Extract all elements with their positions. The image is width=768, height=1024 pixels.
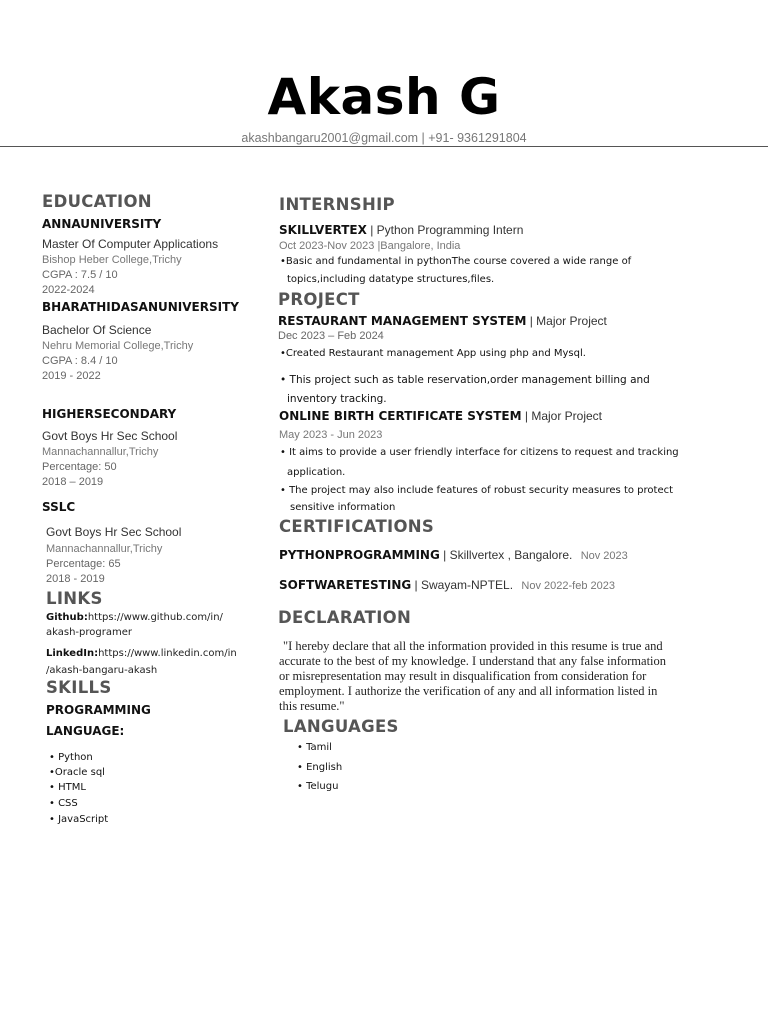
project-1-bullet-2: • This project such as table reservation,order management billing and — [280, 374, 650, 386]
ug-degree: Bachelor Of Science — [42, 323, 152, 337]
pg-institution: ANNAUNIVERSITY — [42, 217, 162, 231]
skills-language: LANGUAGE: — [46, 724, 125, 738]
hsc-years: 2018 – 2019 — [42, 476, 104, 488]
project-2-name: ONLINE BIRTH CERTIFICATE SYSTEM — [279, 409, 522, 423]
sslc-years: 2018 - 2019 — [46, 573, 105, 585]
skill-item: • JavaScript — [49, 814, 109, 825]
sslc-heading: SSLC — [42, 500, 76, 514]
project-1-name: RESTAURANT MANAGEMENT SYSTEM — [278, 314, 527, 328]
linkedin-url-cont[interactable]: /akash-bangaru-akash — [46, 665, 158, 676]
project-1-date: Dec 2023 – Feb 2024 — [278, 330, 384, 342]
skill-item: • CSS — [49, 798, 78, 809]
pg-degree: Master Of Computer Applications — [42, 237, 219, 251]
ug-college: Nehru Memorial College,Trichy — [42, 340, 194, 352]
declaration-heading: DECLARATION — [278, 608, 412, 627]
hsc-heading: HIGHERSECONDARY — [42, 407, 177, 421]
project-2-bullet-1-cont: application. — [287, 467, 346, 478]
language-item: • Telugu — [297, 781, 339, 792]
github-url-cont[interactable]: akash-programer — [46, 627, 132, 638]
declaration-line-5: this resume." — [279, 699, 345, 713]
project-2-tag: | Major Project — [521, 409, 603, 423]
internship-desc-1: •Basic and fundamental in pythonThe course covered a wide range of — [280, 256, 632, 267]
declaration-line-2: accurate to the best of my knowledge. I understand that any false information — [279, 654, 667, 668]
project-2-bullet-2: • The project may also include features of robust security measures to protect — [280, 485, 674, 496]
skills-programming: PROGRAMMING — [46, 703, 151, 717]
ug-years: 2019 - 2022 — [42, 370, 101, 382]
cert-2 — [279, 578, 615, 592]
internship-role: | Python Programming Intern — [366, 223, 524, 237]
sslc-school: Govt Boys Hr Sec School — [46, 525, 182, 539]
internship-heading: INTERNSHIP — [279, 195, 395, 214]
hsc-school: Govt Boys Hr Sec School — [42, 429, 178, 443]
contact-line: akashbangaru2001@gmail.com | +91- 9361291804 — [241, 131, 527, 145]
cert-1-date: Nov 2023 — [580, 550, 628, 562]
cert-1-org: | Skillvertex , Bangalore. — [439, 548, 573, 562]
pg-years: 2022-2024 — [42, 284, 95, 296]
internship-company: SKILLVERTEX — [279, 223, 367, 237]
ug-institution: BHARATHIDASANUNIVERSITY — [42, 300, 239, 314]
declaration-line-3: or misrepresentation may result in disqualification from consideration for — [279, 669, 647, 683]
language-item: • Tamil — [297, 742, 332, 753]
internship-meta: Oct 2023-Nov 2023 |Bangalore, India — [279, 240, 461, 252]
skill-item: • Python — [49, 752, 93, 763]
cert-1-name: PYTHONPROGRAMMING — [279, 548, 440, 562]
ug-score: CGPA : 8.4 / 10 — [42, 355, 118, 367]
skill-item: •Oracle sql — [49, 767, 105, 778]
project-2-title-line — [279, 409, 602, 423]
linkedin-label: LinkedIn: — [46, 648, 99, 659]
cert-2-name: SOFTWARETESTING — [279, 578, 412, 592]
languages-heading: LANGUAGES — [283, 717, 399, 736]
education-heading: EDUCATION — [42, 192, 152, 211]
declaration-line-1: "I hereby declare that all the information provided in this resume is true and — [283, 639, 663, 653]
candidate-name: Akash G — [267, 68, 501, 126]
links-heading: LINKS — [46, 589, 103, 608]
project-1-bullet-1: •Created Restaurant management App using php and Mysql. — [280, 348, 586, 359]
sslc-place: Mannachannallur,Trichy — [46, 543, 163, 555]
github-label: Github: — [46, 612, 88, 623]
hsc-place: Mannachannallur,Trichy — [42, 446, 159, 458]
certifications-heading: CERTIFICATIONS — [279, 517, 435, 536]
cert-1 — [279, 548, 628, 562]
project-2-bullet-2-cont: sensitive information — [290, 502, 396, 513]
project-1-title-line — [278, 314, 607, 328]
cert-2-org: | Swayam-NPTEL. — [411, 578, 514, 592]
github-link[interactable] — [46, 612, 223, 623]
sslc-score: Percentage: 65 — [46, 558, 121, 570]
hsc-score: Percentage: 50 — [42, 461, 117, 473]
project-2-bullet-1: • It aims to provide a user friendly interface for citizens to request and tracking — [280, 447, 679, 458]
pg-score: CGPA : 7.5 / 10 — [42, 269, 118, 281]
project-1-tag: | Major Project — [526, 314, 607, 328]
pg-college: Bishop Heber College,Trichy — [42, 254, 182, 266]
internship-title-line — [279, 223, 523, 237]
header-divider — [0, 146, 768, 147]
project-heading: PROJECT — [278, 290, 360, 309]
linkedin-link[interactable] — [46, 648, 237, 659]
language-item: • English — [297, 762, 343, 773]
linkedin-url[interactable]: https://www.linkedin.com/in — [98, 648, 237, 659]
project-1-bullet-2-cont: inventory tracking. — [287, 393, 387, 405]
internship-desc-2: topics,including datatype structures,files. — [287, 274, 495, 285]
github-url[interactable]: https://www.github.com/in/ — [87, 612, 223, 623]
declaration-line-4: employment. I authorize the verification of any and all information listed in — [279, 684, 658, 698]
skills-heading: SKILLS — [46, 678, 112, 697]
cert-2-date: Nov 2022-feb 2023 — [521, 580, 615, 592]
skill-item: • HTML — [49, 782, 86, 793]
project-2-date: May 2023 - Jun 2023 — [279, 429, 383, 441]
